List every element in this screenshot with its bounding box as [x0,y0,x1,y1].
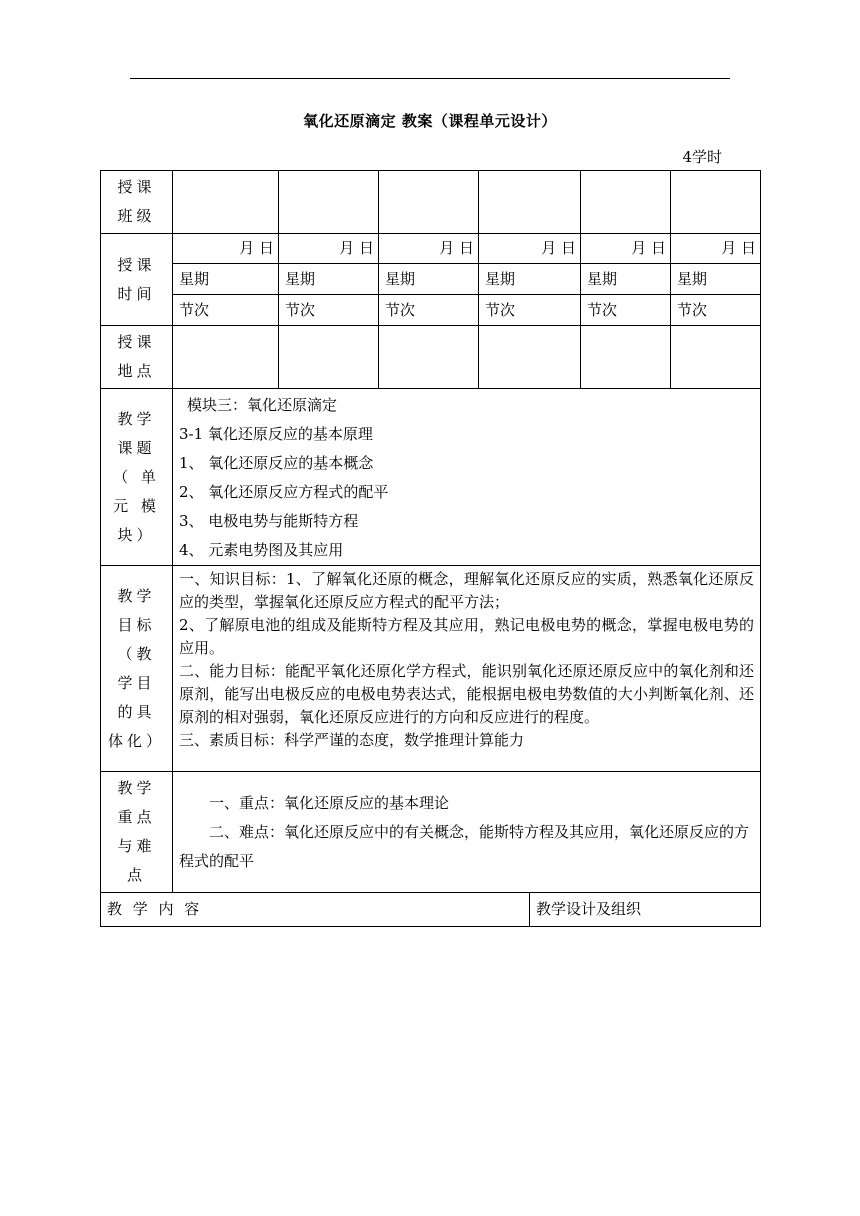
place-cell [581,326,671,389]
place-cell [279,326,379,389]
keypoints-label: 教学 重点 与难 点 [101,772,173,893]
teaching-design-header: 教学设计及组织 [530,893,761,927]
goal-paragraph: 一、知识目标：1、了解氧化还原的概念，理解氧化还原反应的实质，熟悉氧化还原反应的类型，掌握氧化还原反应方程式的配平方法； [179,570,754,611]
class-cell [379,171,479,234]
goals-label: 教学 目标 （教 学目 的具 体化） [101,566,173,772]
class-cell [671,171,761,234]
place-label: 授课 地点 [101,326,173,389]
header-rule [130,78,730,79]
period-cell: 节次 [479,295,581,326]
class-hours: 4学时 [682,148,722,166]
date-cell: 月 日 [479,234,581,264]
module-title: 模块三：氧化还原滴定 [187,396,338,414]
topic-item: 4、 元素电势图及其应用 [179,541,344,559]
date-cell: 月 日 [173,234,279,264]
period-cell: 节次 [581,295,671,326]
keypoints-content [173,772,761,893]
date-cell: 月 日 [581,234,671,264]
weekday-cell: 星期 [379,264,479,295]
place-cell [671,326,761,389]
class-row [101,171,761,234]
weekday-cell: 星期 [479,264,581,295]
class-label: 授课 班级 [101,171,173,234]
section-title: 3-1 氧化还原反应的基本原理 [179,425,373,443]
class-cell [479,171,581,234]
time-label: 授课 时间 [101,234,173,326]
goal-paragraph: 2、了解原电池的组成及能斯特方程及其应用，熟记电极电势的概念，掌握电极电势的应用。 [179,616,754,657]
topic-item: 2、 氧化还原反应方程式的配平 [179,483,389,501]
period-cell: 节次 [279,295,379,326]
period-cell: 节次 [173,295,279,326]
date-cell: 月 日 [379,234,479,264]
goals-content [173,566,761,772]
difficulty-point: 二、难点：氧化还原反应中的有关概念，能斯特方程及其应用，氧化还原反应的方程式的配平 [179,822,750,870]
weekday-cell: 星期 [581,264,671,295]
class-cell [581,171,671,234]
place-cell [173,326,279,389]
document-title: 氧化还原滴定 教案（课程单元设计） [303,112,557,130]
goal-paragraph: 三、素质目标：科学严谨的态度，数学推理计算能力 [179,731,525,749]
time-weekday-row [101,264,761,295]
place-cell [379,326,479,389]
topic-row [101,389,761,566]
lesson-plan-table [100,170,761,927]
topic-item: 1、 氧化还原反应的基本概念 [179,454,374,472]
topic-label: 教学 课题 （ 单 元 模 块） [101,389,173,566]
date-cell: 月 日 [671,234,761,264]
period-cell: 节次 [671,295,761,326]
weekday-cell: 星期 [173,264,279,295]
key-point: 一、重点：氧化还原反应的基本理论 [209,793,450,812]
date-cell: 月 日 [279,234,379,264]
content-header-row [101,893,761,927]
time-date-row [101,234,761,264]
weekday-cell: 星期 [671,264,761,295]
class-cell [279,171,379,234]
topic-item: 3、 电极电势与能斯特方程 [179,512,359,530]
place-row [101,326,761,389]
place-cell [479,326,581,389]
weekday-cell: 星期 [279,264,379,295]
class-cell [173,171,279,234]
goals-row [101,566,761,772]
topic-content [173,389,761,566]
goal-paragraph: 二、能力目标：能配平氧化还原化学方程式，能识别氧化还原还原反应中的氧化剂和还原剂，能写出电极反应的电极电势表达式，能根据电极电势数值的大小判断氧化剂、还原剂的相对强弱，氧化还原反应进行的方向和反应进行的程度。 [179,662,754,726]
keypoints-row [101,772,761,893]
time-period-row [101,295,761,326]
period-cell: 节次 [379,295,479,326]
teaching-content-header: 教 学 内 容 [101,893,530,927]
